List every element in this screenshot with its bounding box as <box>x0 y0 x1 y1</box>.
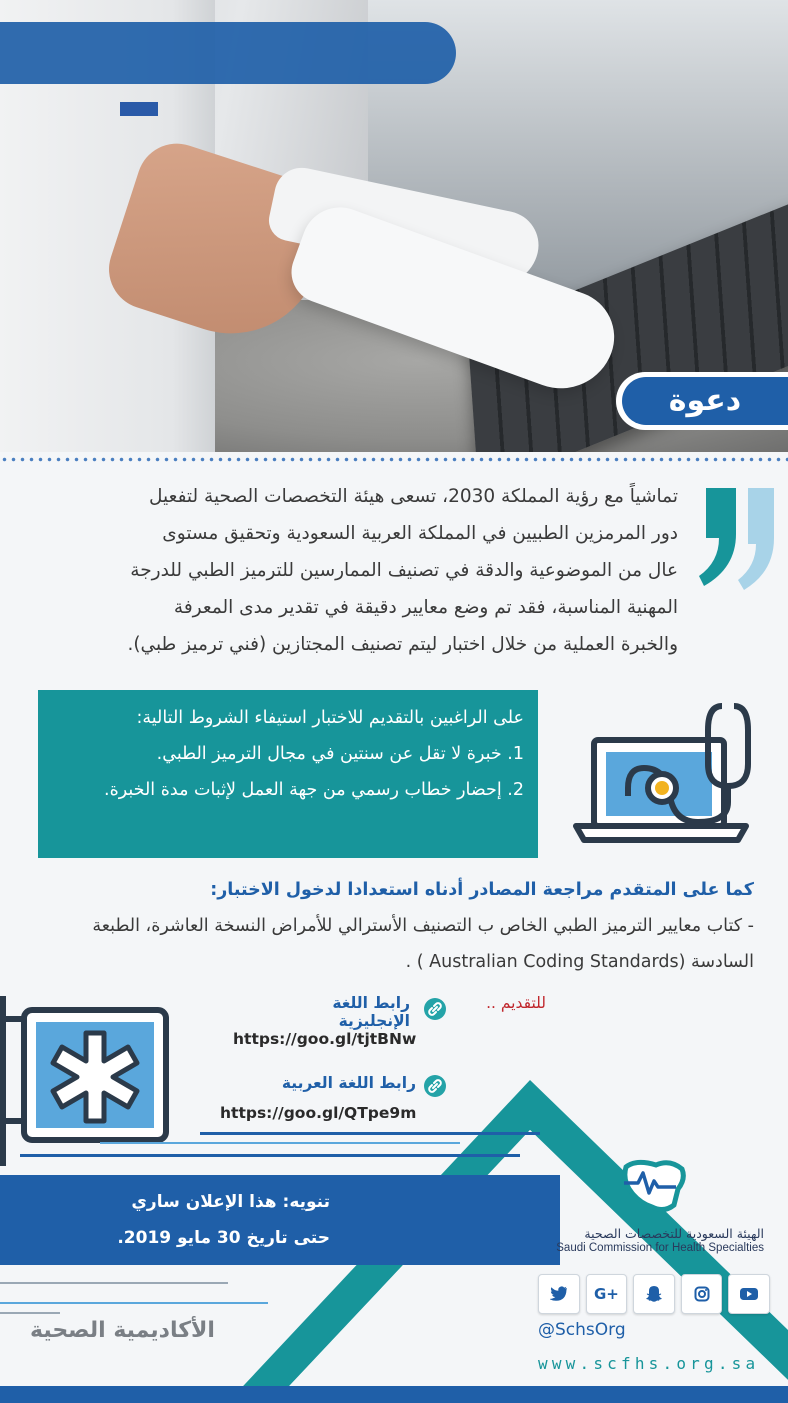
requirements-heading: على الراغبين بالتقديم للاختبار استيفاء الشروط التالية: <box>136 708 524 728</box>
page-title: دعوة <box>622 377 788 425</box>
divider-line <box>0 1282 228 1284</box>
footer-bar <box>0 1386 788 1403</box>
references-heading: كما على المتقدم مراجعة المصادر أدناه استعدادا لدخول الاختبار: <box>210 880 754 900</box>
requirement-item: 1. خبرة لا تقل عن سنتين في مجال الترميز الطبي. <box>156 744 524 764</box>
intro-line: دور المرمزين الطبيين في المملكة العربية السعودية وتحقيق مستوى <box>162 523 678 544</box>
dotted-divider <box>0 452 788 462</box>
intro-line: المهنية المناسبة، فقد تم وضع معايير دقيقة في تقدير مدى المعرفة <box>173 597 678 618</box>
notice-line: تنويه: هذا الإعلان ساري <box>131 1192 330 1212</box>
instagram-icon[interactable] <box>681 1274 723 1314</box>
social-bar <box>538 1274 770 1314</box>
academy-label: الأكاديمية الصحية <box>30 1318 215 1343</box>
twitter-icon[interactable] <box>538 1274 580 1314</box>
snapchat-icon[interactable] <box>633 1274 675 1314</box>
apply-label: للتقديم .. <box>486 994 546 1012</box>
references-section <box>26 872 754 980</box>
requirements-box <box>38 690 538 858</box>
youtube-icon[interactable] <box>728 1274 770 1314</box>
english-link-title: رابط اللغة الإنجليزية <box>332 994 410 1030</box>
english-link-url[interactable]: https://goo.gl/tjtBNw <box>233 1030 417 1048</box>
requirement-item: 2. إحضار خطاب رسمي من جهة العمل لإثبات مدة الخبرة. <box>104 780 524 800</box>
hero-photo <box>0 0 788 452</box>
intro-line: عال من الموضوعية والدقة في تصنيف الممارسين للترميز الطبي للدرجة <box>130 560 678 581</box>
notice-text <box>90 1184 330 1256</box>
logo-arabic-name: الهيئة السعودية للتخصصات الصحية <box>584 1226 764 1241</box>
notice-line: حتى تاريخ 30 مايو 2019. <box>117 1228 330 1248</box>
laptop-stethoscope-icon <box>572 700 772 860</box>
google-plus-icon[interactable]: G+ <box>586 1274 628 1314</box>
intro-paragraph <box>26 478 678 663</box>
link-icon <box>424 998 446 1020</box>
divider-line <box>0 1302 268 1304</box>
divider-line <box>0 1312 60 1314</box>
reference-item: - كتاب معايير الترميز الطبي الخاص ب التصنيف الأسترالي للأمراض النسخة العاشرة، الطبعة السادسة (Australian Coding Standards ) . <box>92 916 754 972</box>
decorative-lines <box>0 1128 560 1168</box>
logo-english-name: Saudi Commission for Health Specialties <box>556 1242 764 1254</box>
intro-line: والخبرة العملية من خلال اختبار ليتم تصنيف المجتازين (فني ترميز طبي). <box>127 634 678 655</box>
website-url[interactable]: www.scfhs.org.sa <box>538 1354 760 1373</box>
intro-line: تماشياً مع رؤية المملكة 2030، تسعى هيئة التخصصات الصحية لتفعيل <box>149 486 678 507</box>
quote-icon <box>698 480 778 590</box>
social-handle[interactable]: @SchsOrg <box>538 1320 626 1340</box>
coat-stripe <box>120 102 158 116</box>
arabic-link-url[interactable]: https://goo.gl/QTpe9m <box>220 1104 417 1122</box>
arabic-link-title: رابط اللغة العربية <box>281 1074 416 1092</box>
hero-top-banner <box>0 22 456 84</box>
